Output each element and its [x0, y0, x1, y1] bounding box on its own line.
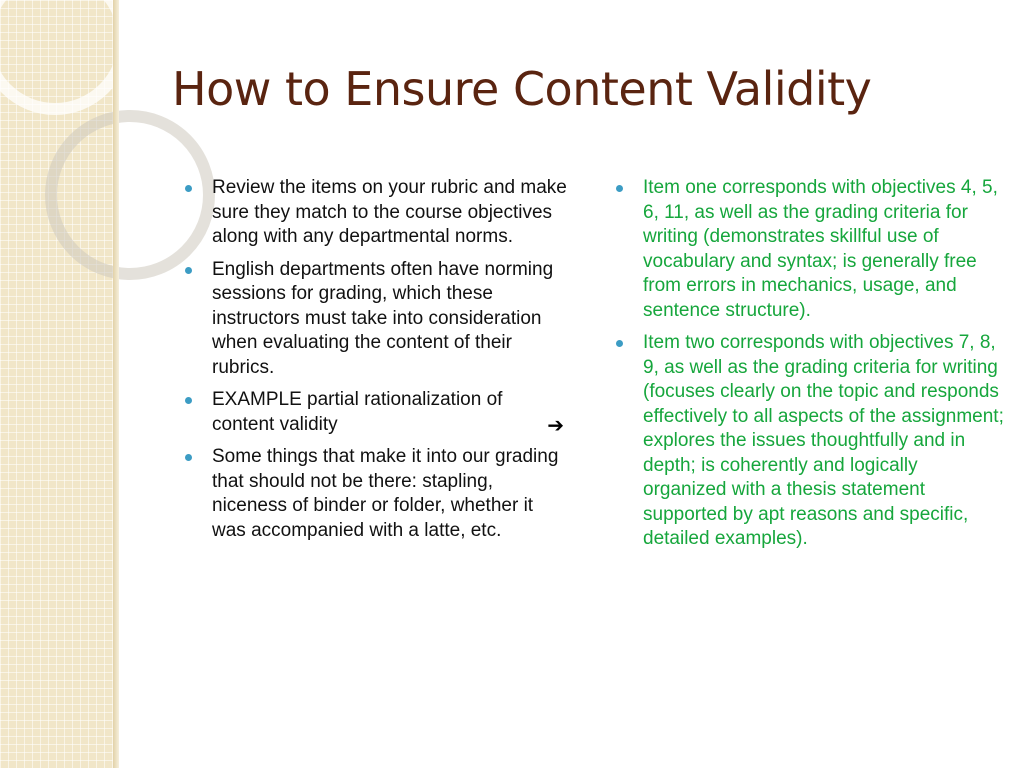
right-arrow-icon: ➔: [547, 412, 564, 437]
list-item: [182, 388, 568, 437]
slide-title: How to Ensure Content Validity: [172, 62, 872, 116]
list-item: [613, 176, 1005, 323]
bullet-text: EXAMPLE partial rationalization of content validity: [212, 389, 503, 435]
right-bullet-list: [613, 176, 1005, 560]
bullet-text: Some things that make it into our grading that should not be there: stapling, niceness of binder or folder, whether it was accompanied with a latte, etc.: [212, 446, 559, 541]
bullet-text: Item two corresponds with objectives 7, 8, 9, as well as the grading criteria for writing (focuses clearly on the topic and responds effectively to all aspects of the assignment; explores the issues thoughtfully and in depth; is coherently and logically organized with a thesis statement supported by apt reasons and specific, detailed examples).: [643, 332, 1004, 549]
decorative-side-strip: [0, 0, 113, 768]
left-bullet-list: [182, 176, 568, 551]
bullet-text: Review the items on your rubric and make sure they match to the course objectives along with any departmental norms.: [212, 177, 567, 247]
decorative-ring-top: [0, 0, 130, 115]
bullet-text: English departments often have norming sessions for grading, which these instructors must take into consideration when evaluating the content of their rubrics.: [212, 258, 554, 378]
bullet-icon: [616, 185, 623, 192]
bullet-icon: [185, 185, 192, 192]
list-item: [182, 445, 568, 543]
bullet-text: Item one corresponds with objectives 4, 5, 6, 11, as well as the grading criteria for writing (demonstrates skillful use of vocabulary and syntax; is generally free from errors in mechanics, usage, and sentence structure).: [643, 177, 998, 321]
list-item: [182, 176, 568, 250]
side-strip-edge: [113, 0, 119, 768]
bullet-icon: [185, 267, 192, 274]
bullet-icon: [616, 340, 623, 347]
bullet-icon: [185, 397, 192, 404]
bullet-icon: [185, 454, 192, 461]
list-item: [182, 258, 568, 381]
list-item: [613, 331, 1005, 552]
